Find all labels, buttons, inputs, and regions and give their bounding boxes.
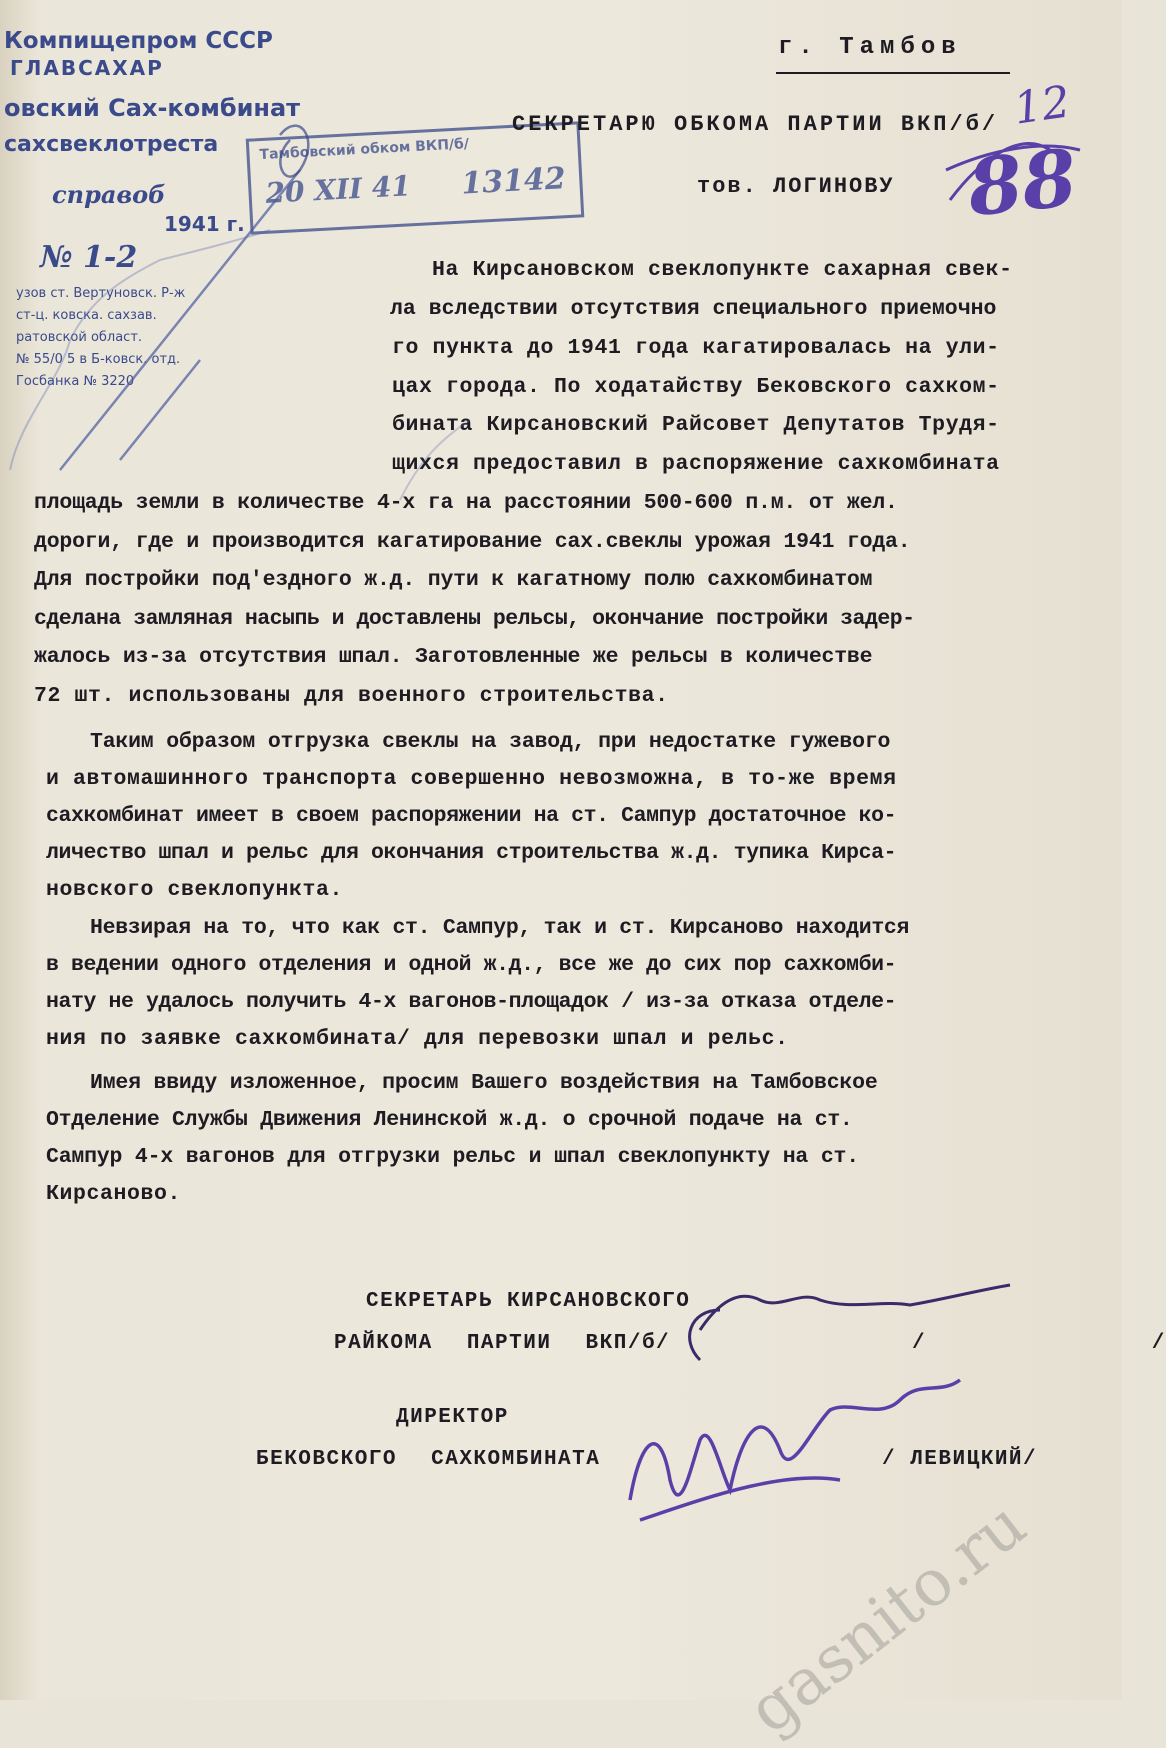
body-line: Сампур 4-х вагонов для отгрузки рельс и шпал свеклопункту на ст. [46,1145,859,1169]
body-line: цах города. По ходатайству Бековского сахком- [392,375,1000,399]
pencil-scribble [400,420,470,500]
body-line: 72 шт. использованы для военного строительства. [34,684,669,708]
body-line: сахкомбинат имеет в своем распоряжении на ст. Сампур достаточное ко- [46,804,897,828]
director-title-line1: ДИРЕКТОР [396,1406,509,1429]
stamp-line: сахсвеклотреста [4,132,219,157]
body-line: Таким образом отгрузка свеклы на завод, при недостатке гужевого [90,730,891,754]
registration-stamp-number: 13142 [460,161,567,202]
body-line: дороги, где и производится кагатирование сах.свеклы урожая 1941 года. [34,530,911,554]
watermark: gasnito.ru [735,1487,1040,1748]
body-line: ния по заявке сахкомбината/ для перевозки шпал и рельс. [46,1027,789,1051]
body-line: в ведении одного отделения и одной ж.д., все же до сих пор сахкомби- [46,953,897,977]
body-line: Для постройки под'ездного ж.д. пути к кагатному полю сахкомбинатом [34,568,873,592]
city-line: г. Тамбов [778,34,962,61]
stamp-line: Компищепром СССР [4,28,273,54]
stamp-line: ГЛАВСАХАР [10,56,164,80]
body-line: щихся предоставил в распоряжение сахкомбината [392,452,1000,476]
stamp-address-line: № 55/0 5 в Б-ковск. отд. [16,352,181,367]
body-line: нату не удалось получить 4-х вагонов-площадок / из-за отказа отделе- [46,990,897,1014]
stamp-address-line: узов ст. Вертуновск. Р-ж [16,286,186,301]
stamp-address-line: ратовской област. [16,330,143,345]
registration-stamp-title: Тамбовский обком ВКП/б/ [259,136,470,164]
body-line: новского свеклопункта. [46,878,344,902]
secretary-signature [690,1285,1010,1360]
body-line: личество шпал и рельс для окончания строительства ж.д. тупика Кирса- [46,841,897,865]
body-line: Имея ввиду изложенное, просим Вашего воздействия на Тамбовское [90,1071,878,1095]
body-line: бината Кирсановский Райсовет Депутатов Трудя- [392,413,1000,437]
body-line: Невзирая на то, что как ст. Сампур, так и ст. Кирсаново находится [90,916,910,940]
recipient-line1: СЕКРЕТАРЮ ОБКОМА ПАРТИИ ВКП/б/ [512,112,999,137]
director-title-line2: БЕКОВСКОГО САХКОМБИНАТА [256,1448,601,1471]
body-line: ла вследствии отсутствия специального приемочно [390,297,997,321]
registration-stamp-date: 20 XII 41 [264,169,412,210]
director-name: / ЛЕВИЦКИЙ/ [882,1448,1038,1471]
top-right-mark: 88 [963,132,1082,235]
stamp-curl [280,126,308,177]
body-line: Кирсаново. [46,1182,182,1206]
stamp-line: справоб [52,180,166,209]
stamp-address-line: Госбанка № 3220 [16,374,135,389]
pencil-mark [60,170,300,470]
secretary-title-line2: РАЙКОМА ПАРТИИ ВКП/б/ [334,1332,671,1355]
recipient-checkmark [946,144,1080,200]
secretary-title-line1: СЕКРЕТАРЬ КИРСАНОВСКОГО [366,1290,691,1313]
recipient-line2: тов. ЛОГИНОВУ [697,174,895,199]
stamp-line: 1941 г. [164,212,245,236]
body-line: площадь земли в количестве 4-х га на расстоянии 500-600 п.м. от жел. [34,491,898,515]
body-line: сделана замляная насыпь и доставлены рельсы, окончание постройки задер- [34,607,915,631]
body-line: и автомашинного транспорта совершенно невозможна, в то-же время [46,767,897,791]
stamp-line: № 1-2 [40,240,138,275]
page-number: 12 [1010,76,1074,135]
body-line: Отделение Службы Движения Ленинской ж.д. о срочной подаче на ст. [46,1108,853,1132]
body-line: На Кирсановском свеклопункте сахарная свек- [432,258,1013,282]
body-line: жалось из-за отсутствия шпал. Заготовленные же рельсы в количестве [34,645,873,669]
secretary-name: / / [912,1332,1166,1355]
director-signature [630,1380,960,1520]
body-line: го пункта до 1941 года кагатировалась на ули- [392,336,1000,360]
stamp-address-line: ст-ц. ковска. сахзав. [16,308,157,323]
stamp-line: овский Сах-комбинат [4,94,301,122]
